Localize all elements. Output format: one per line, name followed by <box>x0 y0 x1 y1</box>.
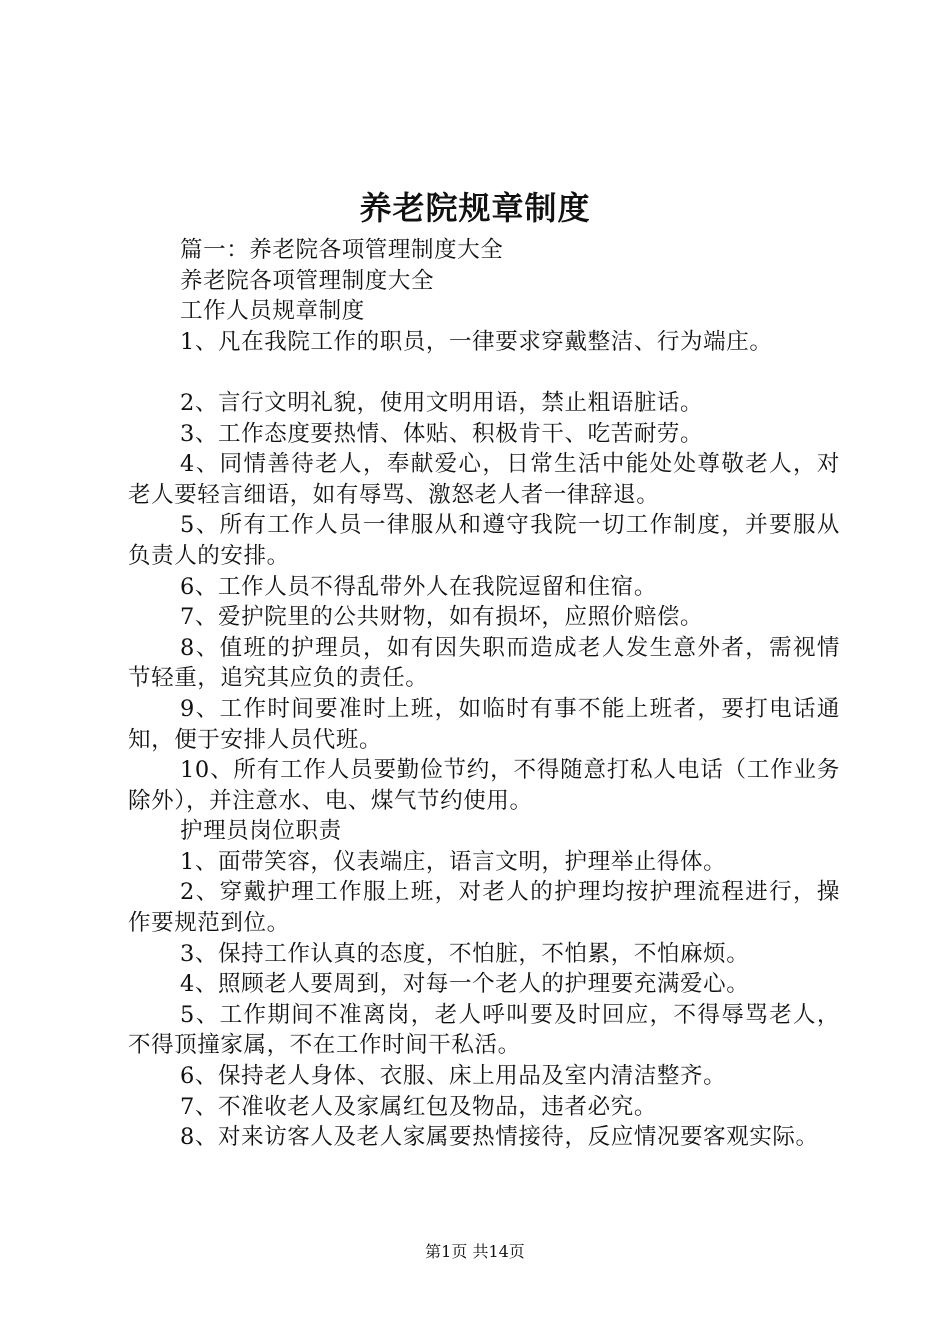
paragraph: 8、对来访客人及老人家属要热情接待，反应情况要客观实际。 <box>180 1124 819 1151</box>
paragraph: 6、工作人员不得乱带外人在我院逗留和住宿。 <box>180 573 657 600</box>
paragraph: 1、凡在我院工作的职员，一律要求穿戴整洁、行为端庄。 <box>180 328 773 355</box>
paragraph: 养老院各项管理制度大全 <box>180 267 435 294</box>
paragraph: 篇一：养老院各项管理制度大全 <box>180 237 504 263</box>
section-heading: 工作人员规章制度 <box>180 298 365 325</box>
paragraph: 3、保持工作认真的态度，不怕脏，不怕累，不怕麻烦。 <box>180 940 750 967</box>
paragraph: 3、工作态度要热情、体贴、积极肯干、吃苦耐劳。 <box>180 420 704 447</box>
paragraph: 7、不准收老人及家属红包及物品，违者必究。 <box>180 1093 657 1120</box>
page-number-footer: 第1页 共14页 <box>425 1242 525 1261</box>
paragraph: 4、同情善待老人，奉献爱心，日常生活中能处处尊敬老人，对老人要轻言细语，如有辱骂、激怒老人者一律辞退。 <box>128 451 840 508</box>
paragraph: 2、言行文明礼貌，使用文明用语，禁止粗语脏话。 <box>180 389 704 416</box>
paragraph: 1、面带笑容，仪表端庄，语言文明，护理举止得体。 <box>180 848 727 875</box>
paragraph: 5、工作期间不准离岗，老人呼叫要及时回应，不得辱骂老人，不得顶撞家属，不在工作时间干私活。 <box>128 1001 840 1059</box>
paragraph: 5、所有工作人员一律服从和遵守我院一切工作制度，并要服从负责人的安排。 <box>128 512 840 569</box>
document-body <box>128 235 840 1153</box>
paragraph: 6、保持老人身体、衣服、床上用品及室内清洁整齐。 <box>180 1063 727 1090</box>
paragraph: 9、工作时间要准时上班，如临时有事不能上班者，要打电话通知，便于安排人员代班。 <box>128 695 840 753</box>
paragraph: 4、照顾老人要周到，对每一个老人的护理要充满爱心。 <box>180 971 750 998</box>
paragraph: 2、穿戴护理工作服上班，对老人的护理均按护理流程进行，操作要规范到位。 <box>128 879 840 937</box>
section-heading: 护理员岗位职责 <box>180 818 342 845</box>
paragraph: 10、所有工作人员要勤俭节约，不得随意打私人电话（工作业务除外），并注意水、电、煤气节约使用。 <box>128 757 840 814</box>
paragraph: 7、爱护院里的公共财物，如有损坏，应照价赔偿。 <box>180 604 704 631</box>
document-title: 养老院规章制度 <box>359 189 591 227</box>
paragraph: 8、值班的护理员，如有因失职而造成老人发生意外者，需视情节轻重，追究其应负的责任。 <box>128 634 840 692</box>
